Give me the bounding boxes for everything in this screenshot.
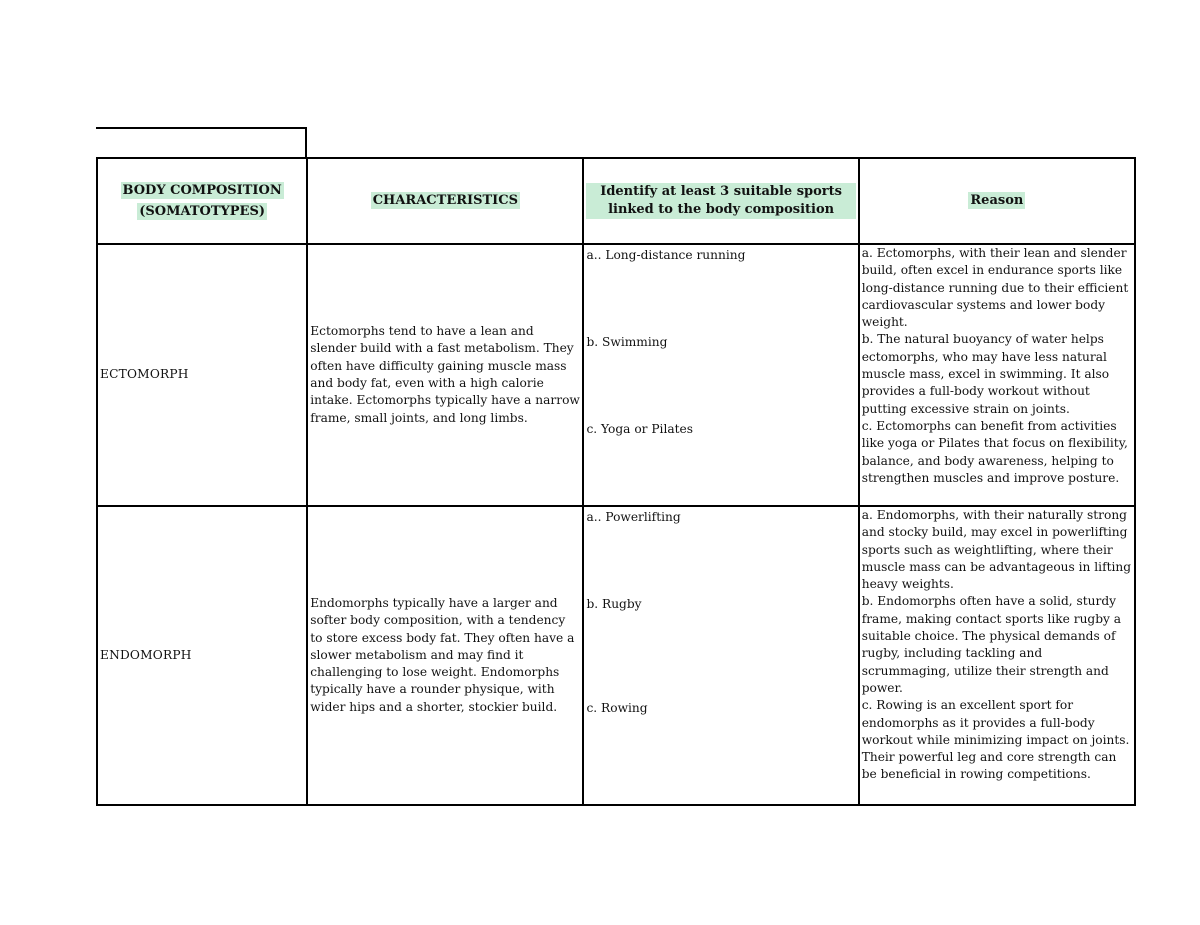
table-row-ectomorph (97, 244, 1135, 506)
header-characteristics: CHARACTERISTICS (372, 193, 519, 209)
sports-cell (583, 244, 858, 506)
header-body-composition-line2: (SOMATOTYPES) (139, 204, 266, 219)
reason-cell (859, 506, 1135, 805)
reason-cell (859, 244, 1135, 506)
sport-item: c. Rowing (586, 701, 648, 715)
header-reason: Reason (970, 193, 1024, 209)
reason-item: a. Ectomorphs, with their lean and slender build, often excel in endurance sports like long-distance running due to their efficient cardiovascular systems and lower body weight. (861, 246, 1129, 330)
sport-item: b. Swimming (586, 335, 668, 349)
reason-item: b. The natural buoyancy of water helps ectomorphs, who may have less natural muscle mass, excel in swimming. It also provides a full-body workout without putting excessive strain on joints. (861, 332, 1110, 416)
sports-cell (583, 506, 858, 805)
sport-item: c. Yoga or Pilates (586, 422, 693, 436)
header-characteristics-cell (307, 158, 583, 244)
somatotype-name: ECTOMORPH (100, 367, 189, 382)
top-border-stub (305, 127, 307, 159)
somatotype-name: ENDOMORPH (100, 647, 192, 662)
header-sports-cell (583, 158, 858, 244)
sport-item: a.. Long-distance running (586, 248, 746, 262)
reason-item: a. Endomorphs, with their naturally strong and stocky build, may excel in powerlifting sports such as weightlifting, where their muscle mass can be advantageous in lifting heavy weights. (861, 508, 1132, 592)
sport-item: b. Rugby (586, 597, 642, 611)
header-body-composition (97, 158, 307, 244)
type-cell (97, 244, 307, 506)
header-body-composition-line1: BODY COMPOSITION (122, 182, 282, 198)
characteristics-cell: Ectomorphs tend to have a lean and slender build with a fast metabolism. They often have difficulty gaining muscle mass and body fat, even with a high calorie intake. Ectomorphs typically have a narrow frame, small joints, and long limbs. (307, 244, 583, 506)
somatotype-table (96, 157, 1136, 806)
top-border-line (96, 127, 307, 129)
type-cell (97, 506, 307, 805)
header-reason-cell (859, 158, 1135, 244)
sport-item: a.. Powerlifting (586, 510, 681, 524)
header-sports: Identify at least 3 suitable sports linked to the body composition (586, 183, 855, 219)
table-header-row (97, 158, 1135, 244)
reason-item: c. Rowing is an excellent sport for endomorphs as it provides a full-body workout while minimizing impact on joints. Their powerful leg and core strength can be beneficial in rowing competitions. (861, 698, 1130, 782)
reason-item: b. Endomorphs often have a solid, sturdy frame, making contact sports like rugby a suitable choice. The physical demands of rugby, including tackling and scrummaging, utilize their strength and power. (861, 594, 1122, 695)
table-row-endomorph (97, 506, 1135, 805)
reason-item: c. Ectomorphs can benefit from activities like yoga or Pilates that focus on flexibility, balance, and body awareness, helping to strengthen muscles and improve posture. (861, 418, 1128, 485)
characteristics-cell: Endomorphs typically have a larger and softer body composition, with a tendency to store excess body fat. They often have a slower metabolism and may find it challenging to lose weight. Endomorphs typically have a rounder physique, with wider hips and a shorter, stockier build. (307, 506, 583, 805)
